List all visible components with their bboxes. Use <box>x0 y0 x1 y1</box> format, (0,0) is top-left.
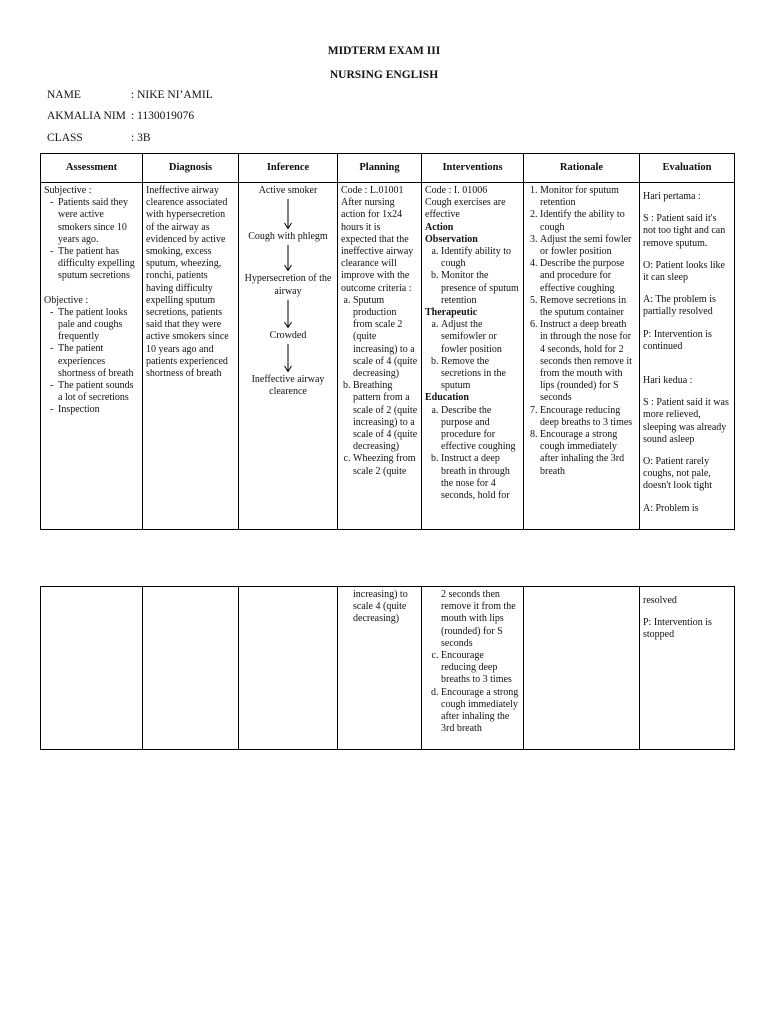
inference-step: Cough with phlegm <box>248 231 328 243</box>
planning-criteria <box>341 295 418 478</box>
col-header-assessment: Assessment <box>41 154 143 183</box>
care-plan-table <box>40 153 735 530</box>
evaluation-day1: Hari pertama : <box>643 191 701 202</box>
interventions-intro: Cough exercises are effective <box>425 197 506 221</box>
interventions-cell <box>422 183 524 530</box>
planning-intro: After nursing action for 1x24 hours it is expected that the ineffective airway clearance will improve with the outcome criteria : <box>341 197 414 294</box>
info-name-value: : NIKE NI’AMIL <box>131 89 213 101</box>
table-row <box>41 587 735 750</box>
col-header-planning: Planning <box>338 154 422 183</box>
assessment-cell <box>41 183 143 530</box>
interventions-code: Code : I. 01006 <box>425 185 488 196</box>
arrow-down-icon <box>283 298 293 330</box>
col-header-interventions: Interventions <box>422 154 524 183</box>
education-label: Education <box>425 392 469 404</box>
col-header-diagnosis: Diagnosis <box>143 154 239 183</box>
inference-step: Hypersecretion of the airway <box>244 273 332 297</box>
assessment-cell-continued <box>41 587 143 750</box>
objective-label: Objective : <box>44 294 89 306</box>
col-header-rationale: Rationale <box>524 154 640 183</box>
list-item: b. Remove the secretions in the sputum <box>441 356 520 393</box>
observation-list <box>425 246 520 307</box>
evaluation-s1: S : Patient said it's not too tight and can remove sputum. <box>643 213 726 249</box>
list-item: a. Sputum production from scale 2 (quite increasing) to a scale of 4 (quite decreasing) <box>353 295 418 380</box>
inference-step: Crowded <box>269 329 307 341</box>
evaluation-day2: Hari kedua : <box>643 375 693 387</box>
evaluation-cell <box>640 183 735 530</box>
diagnosis-cell: Ineffective airway clearence associated with hypersecretion of the airway as evidenced by active smoking, excess sputum, wheezing, ronchi, patients having difficulty expelling sputum secretions, patients said that they were active smokers since 10 years ago and patients experienced shortness of breath <box>143 183 239 530</box>
info-nim-value: : 1130019076 <box>131 110 195 122</box>
list-item: - The patient experiences shortness of breath <box>50 343 139 380</box>
exam-subtitle: NURSING ENGLISH <box>329 69 439 81</box>
diagnosis-cell-continued <box>143 587 239 750</box>
education-list-continued <box>425 650 520 735</box>
evaluation-o2: O: Patient rarely coughs, not pale, doesn't look tight <box>643 456 713 492</box>
subjective-label: Subjective : <box>44 185 92 196</box>
list-item: 6. Instruct a deep breath in through the nose for 4 seconds, hold for 2 seconds then remove it from the mouth with lips (rounded) for S seconds <box>540 319 636 404</box>
planning-continued: increasing) to scale 4 (quite decreasing) <box>353 589 408 625</box>
list-item: c. Encourage reducing deep breaths to 3 times <box>441 650 520 687</box>
table-row <box>41 183 735 530</box>
planning-cell-continued <box>338 587 422 750</box>
evaluation-p1: P: Intervention is continued <box>643 328 712 352</box>
action-label: Action <box>425 221 454 233</box>
evaluation-a2-continued: resolved <box>643 595 677 606</box>
objective-list <box>44 307 139 417</box>
info-class <box>47 131 151 145</box>
education-list <box>425 405 520 503</box>
list-item: 2. Identify the ability to cough <box>540 209 636 233</box>
list-item: d. Encourage a strong cough immediately after inhaling the 3rd breath <box>441 687 520 736</box>
list-item: b. Instruct a deep breath in through the nose for 4 seconds, hold for <box>441 453 520 502</box>
subjective-list <box>44 197 139 282</box>
planning-code: Code : L.01001 <box>341 185 404 196</box>
info-class-value: : 3B <box>131 132 151 144</box>
rationale-list <box>527 185 636 478</box>
list-item: a. Identify ability to cough <box>441 246 520 270</box>
col-header-evaluation: Evaluation <box>640 154 735 183</box>
care-plan-table-continued <box>40 586 735 750</box>
evaluation-cell-continued <box>640 587 735 750</box>
education-continued: 2 seconds then remove it from the mouth with lips (rounded) for S seconds <box>441 589 516 649</box>
list-item: 7. Encourage reducing deep breaths to 3 times <box>540 405 636 429</box>
evaluation-a1: A: The problem is partially resolved <box>643 294 716 318</box>
rationale-cell-continued <box>524 587 640 750</box>
therapeutic-label: Therapeutic <box>425 307 478 319</box>
table-header-row <box>41 154 735 183</box>
inference-step: Ineffective airway clearence <box>251 374 325 398</box>
arrow-down-icon <box>283 197 293 231</box>
evaluation-o1: O: Patient looks like it can sleep <box>643 259 725 284</box>
info-name <box>47 88 213 102</box>
list-item: - Inspection <box>50 404 139 416</box>
inference-cell <box>239 183 338 530</box>
list-item: - Patients said they were active smokers since 10 years ago. <box>50 197 139 246</box>
list-item: c. Wheezing from scale 2 (quite <box>353 453 418 477</box>
info-class-label: CLASS <box>47 132 83 144</box>
list-item: 8. Encourage a strong cough immediately after inhaling the 3rd breath <box>540 429 636 478</box>
info-nim-label: AKMALIA NIM <box>47 110 126 122</box>
planning-cell <box>338 183 422 530</box>
therapeutic-list <box>425 319 520 392</box>
exam-title: MIDTERM EXAM III <box>327 45 441 57</box>
info-name-label: NAME <box>47 89 81 101</box>
list-item: - The patient sounds a lot of secretions <box>50 380 139 404</box>
evaluation-a2: A: Problem is <box>643 502 699 514</box>
interventions-cell-continued <box>422 587 524 750</box>
arrow-down-icon <box>283 342 293 374</box>
list-item: 5. Remove secretions in the sputum container <box>540 295 636 319</box>
inference-cell-continued <box>239 587 338 750</box>
observation-label: Observation <box>425 233 478 245</box>
list-item: a. Describe the purpose and procedure for effective coughing <box>441 405 520 454</box>
col-header-inference: Inference <box>239 154 338 183</box>
list-item: 4. Describe the purpose and procedure for effective coughing <box>540 258 636 295</box>
list-item: b. Breathing pattern from a scale of 2 (quite increasing) to a scale of 4 (quite decreasing) <box>353 380 418 453</box>
evaluation-s2: S : Patient said it was more relieved, sleeping was already sound asleep <box>643 397 729 445</box>
list-item: b. Monitor the presence of sputum retention <box>441 270 520 307</box>
list-item: a. Adjust the semifowler or fowler position <box>441 319 520 356</box>
inference-step: Active smoker <box>258 185 318 196</box>
info-nim <box>47 109 194 123</box>
evaluation-p2: P: Intervention is stopped <box>643 617 712 641</box>
list-item: - The patient has difficulty expelling sputum secretions <box>50 246 139 283</box>
arrow-down-icon <box>283 243 293 273</box>
rationale-cell <box>524 183 640 530</box>
list-item: - The patient looks pale and coughs frequently <box>50 307 139 344</box>
list-item: 1. Monitor for sputum retention <box>540 185 636 209</box>
list-item: 3. Adjust the semi fowler or fowler position <box>540 234 636 258</box>
